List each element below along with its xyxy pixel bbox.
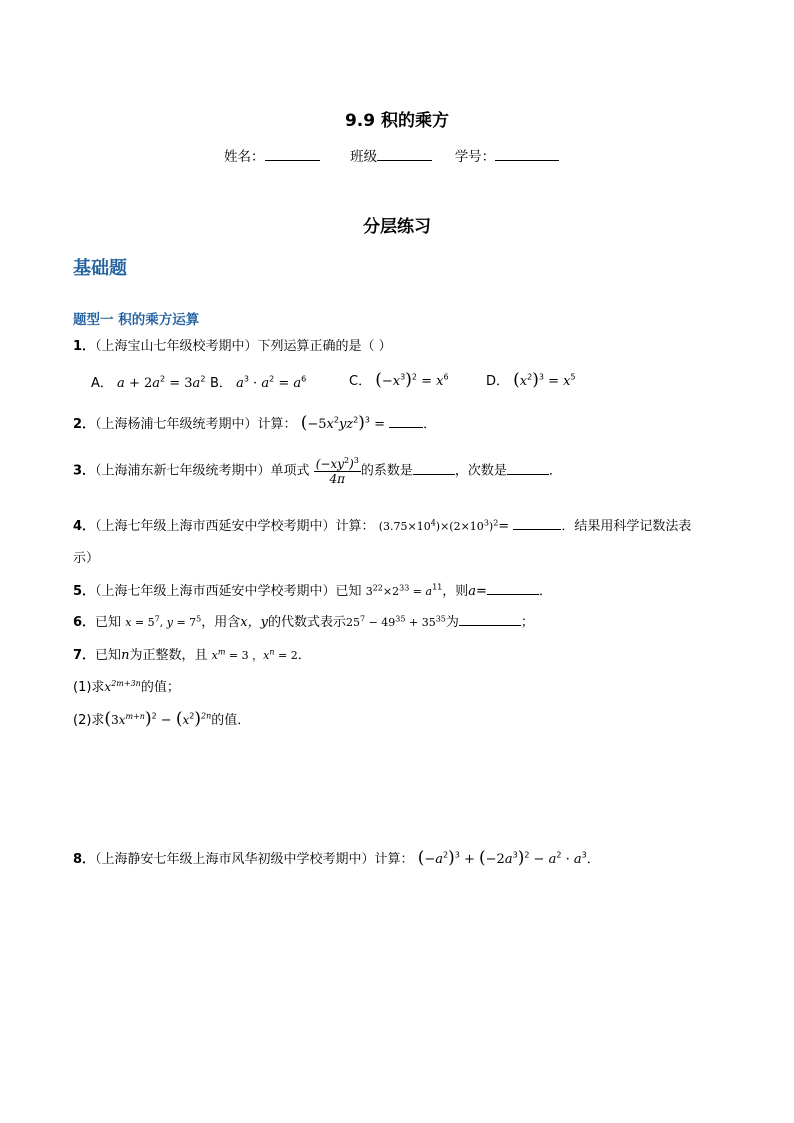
student-info-line [224, 145, 559, 165]
option-c: C． $(-x^3)^2 = x^6$ [349, 370, 449, 390]
option-a-expr: a [117, 376, 125, 391]
option-c-expr: ( [375, 370, 382, 390]
question-7-part-2: (2)求$(3x^{m+n})^2 - (x^2)^{2n}$的值． [73, 709, 251, 729]
question-6: 6．已知 $x = 5^7$, $y = 7^5$，用含x，y的代数式表示$25^7 - 49^{35} + 35^{35}$为 ； [73, 611, 534, 630]
class-blank[interactable] [377, 147, 432, 161]
class-label: 班级 [350, 149, 378, 165]
question-1 [73, 335, 392, 354]
question-5: 5．（上海七年级上海市西延安中学校考期中）已知 $3^{22}\times 2^{33} = a^{11}$，则a= ． [73, 582, 552, 599]
question-7: 7．已知n为正整数，且 $x^m = 3$ ，$x^n = 2$． [73, 647, 311, 663]
question-3: 3．（上海浦东新七年级统考期中）单项式 $\frac{(-xy^2)^3}{4\pi}$ 的系数是 ，次数是 ． [73, 456, 562, 486]
option-b-expr: a [236, 376, 244, 391]
question-4-line2: 示） [73, 551, 100, 566]
option-a: A． $a + 2a^2 = 3a^2$ [91, 374, 206, 391]
id-blank[interactable] [495, 147, 559, 161]
option-d: D． $(x^2)^3 = x^5$ [486, 370, 576, 390]
answer-blank[interactable] [487, 581, 539, 595]
question-text: （上海宝山七年级校考期中）下列运算正确的是（ ） [95, 339, 392, 354]
level-heading: 基础题 [73, 258, 127, 279]
name-label: 姓名： [224, 149, 265, 165]
id-label: 学号： [454, 149, 496, 165]
option-label: A． [91, 376, 113, 391]
option-d-expr: ( [513, 370, 520, 390]
question-4: 4．（上海七年级上海市西延安中学校考期中）计算： $(3.75\times 10^4)\times(2\times 10^3)^2=$ ．结果用科学记数法表 [73, 515, 691, 534]
fraction: $\frac{(-xy^2)^3}{4\pi}$ [315, 456, 359, 486]
option-label: D． [486, 374, 510, 389]
question-8: 8．（上海静安七年级上海市风华初级中学校考期中）计算： $(-a^2)^3 + (-2a^3)^2 - a^2 \cdot a^3$． [73, 848, 600, 868]
option-label: B． [210, 376, 232, 391]
section-subtitle: 分层练习 [363, 217, 431, 237]
option-b: B． $a^3 \cdot a^2 = a^6$ [210, 374, 307, 391]
page-title: 9.9 积的乘方 [344, 111, 450, 131]
question-2: 2．（上海杨浦七年级统考期中）计算： $(-5x^2yz^2)^3$ = ． [73, 413, 437, 433]
answer-blank-1[interactable] [413, 461, 455, 475]
name-blank[interactable] [265, 147, 320, 161]
question-7-part-1: (1)求$x^{2m+3n}$的值； [73, 679, 180, 695]
question-number: 1． [73, 339, 96, 354]
answer-blank[interactable] [513, 516, 561, 530]
answer-blank[interactable] [459, 612, 521, 626]
type-heading: 题型一 积的乘方运算 [73, 312, 200, 328]
answer-blank[interactable] [389, 414, 423, 428]
answer-blank-2[interactable] [507, 461, 549, 475]
option-label: C． [349, 374, 372, 389]
